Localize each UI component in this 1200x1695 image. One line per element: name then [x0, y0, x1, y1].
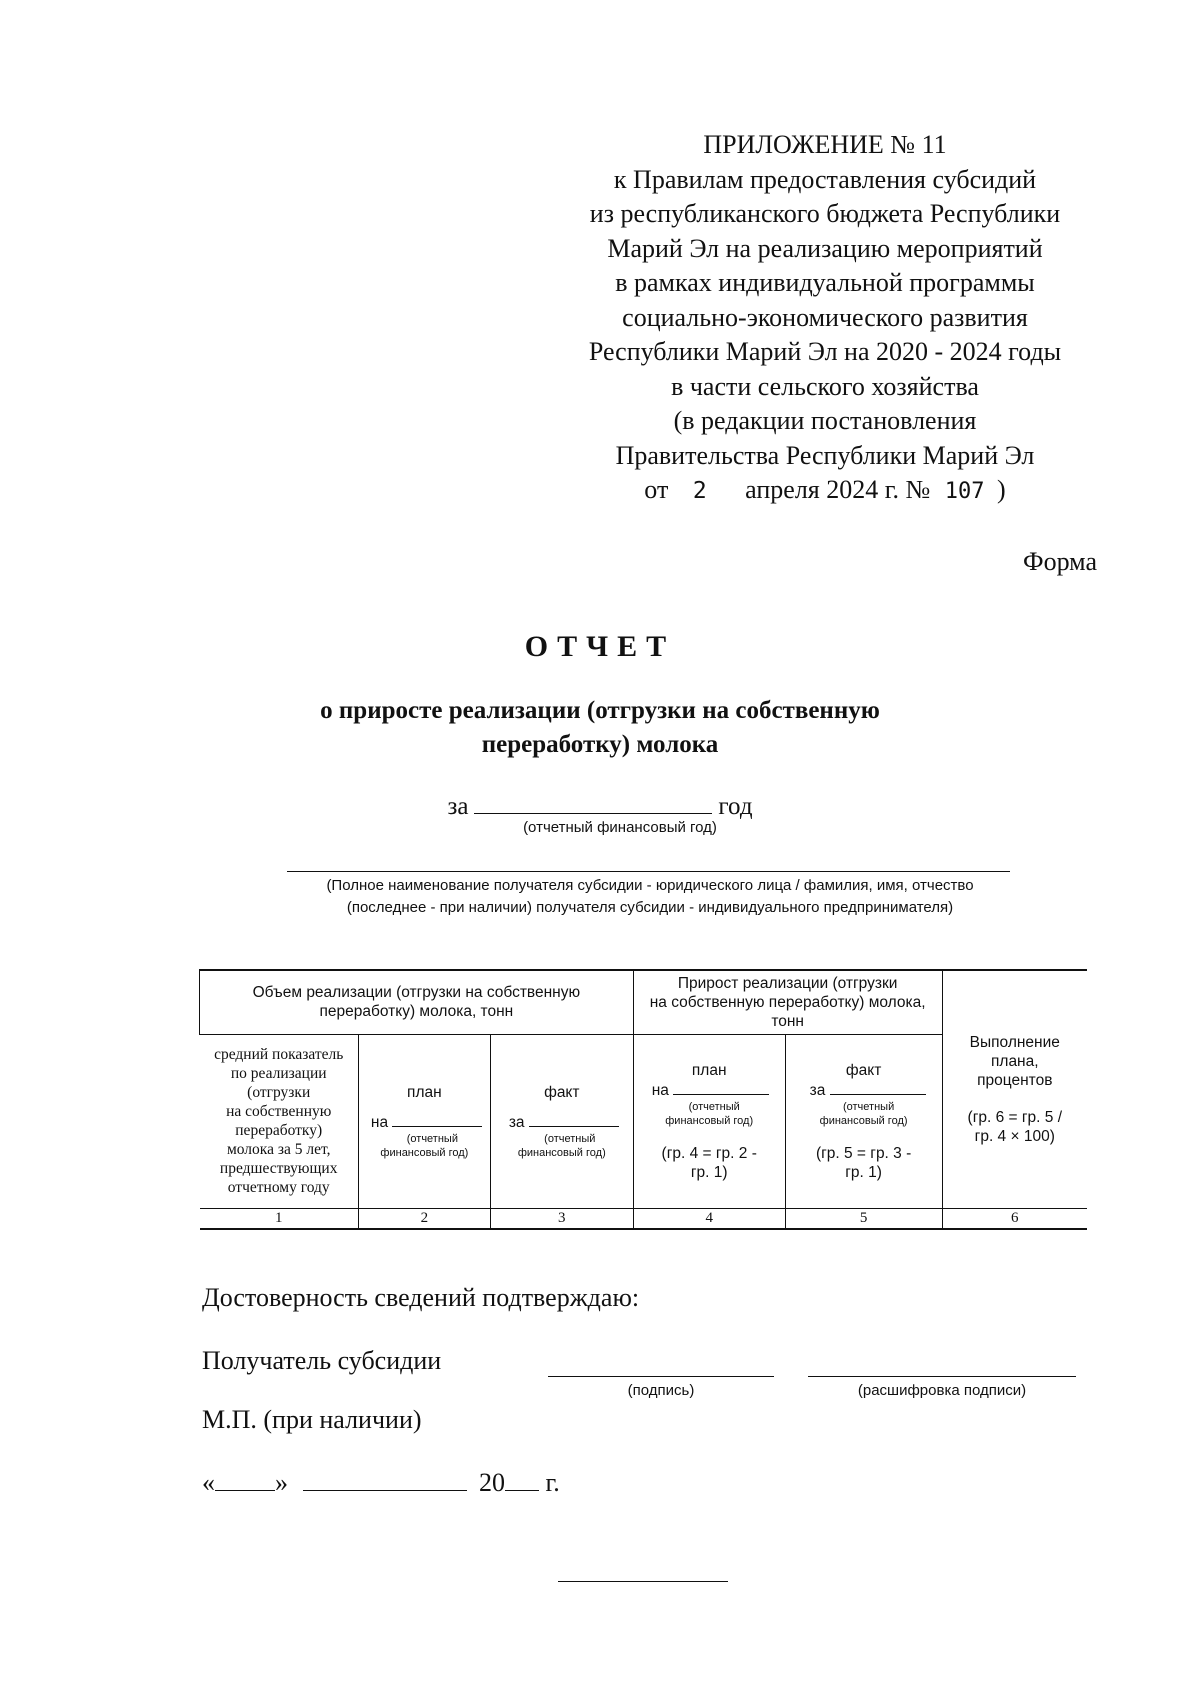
document-subtitle [0, 694, 1200, 762]
annex-line: ПРИЛОЖЕНИЕ № 11 [703, 130, 947, 159]
month-field[interactable] [303, 1466, 467, 1491]
col4-title: план [691, 1061, 727, 1079]
subtitle-line: о приросте реализации (отгрузки на собственную [320, 697, 880, 724]
col4-year-field[interactable] [673, 1080, 769, 1095]
signature-decode-field[interactable] [808, 1376, 1076, 1377]
col4-prefix: на [651, 1081, 669, 1099]
col6-formula: (гр. 6 = гр. 5 / [967, 1108, 1062, 1126]
col5-caption: финансовый год) [819, 1114, 908, 1127]
report-table [199, 969, 1087, 1230]
col-number: 5 [785, 1208, 942, 1229]
signature-decode-caption: (расшифровка подписи) [857, 1382, 1027, 1399]
col5-caption: (отчетный [842, 1100, 895, 1113]
col4-formula: (гр. 4 = гр. 2 - [661, 1144, 757, 1162]
col3-title: факт [544, 1083, 580, 1101]
col1-line: отчетному году [227, 1179, 330, 1196]
date-line [202, 1466, 560, 1498]
period-prefix: за [447, 793, 469, 820]
signature-field[interactable] [548, 1376, 774, 1377]
header-col1 [200, 1034, 359, 1208]
col2-prefix: на [370, 1113, 389, 1131]
col5-title: факт [845, 1061, 882, 1079]
date-open-quote: « [202, 1468, 215, 1497]
col-number: 3 [490, 1208, 633, 1229]
col5-formula: гр. 1) [845, 1163, 882, 1181]
col1-line: (отгрузки [247, 1084, 311, 1101]
date-close-quote: » [275, 1468, 288, 1497]
header-growth-line: Прирост реализации (отгрузки [677, 974, 898, 992]
col-number: 2 [358, 1208, 490, 1229]
col5-field-row [788, 1080, 940, 1100]
period-line [0, 789, 1200, 821]
annex-line: в рамках индивидуальной программы [615, 268, 1035, 297]
seal-label: М.П. (при наличии) [202, 1405, 422, 1434]
recipient-caption-line: (последнее - при наличии) получателя субсидии - индивидуального предпринимателя) [346, 899, 954, 916]
recipient-name-field[interactable] [287, 871, 1010, 872]
recipient-label: Получатель субсидии [202, 1346, 442, 1375]
col1-line: переработку) [235, 1122, 323, 1139]
date-day: 2 [692, 478, 707, 504]
col6-formula: гр. 4 × 100) [974, 1127, 1055, 1145]
annex-line: Марий Эл на реализацию мероприятий [607, 233, 1043, 263]
date-close: ) [997, 475, 1006, 504]
signature-caption: (подпись) [627, 1382, 695, 1399]
col2-caption: (отчетный [406, 1132, 458, 1145]
col2-caption: финансовый год) [380, 1146, 469, 1159]
period-field[interactable] [474, 789, 712, 814]
col4-caption: (отчетный [688, 1100, 740, 1113]
year-suffix: г. [545, 1468, 560, 1497]
annex-line: социально-экономического развития [622, 302, 1028, 332]
date-number: 107 [944, 479, 985, 504]
col5-formula: (гр. 5 = гр. 3 - [815, 1144, 912, 1162]
header-col4 [633, 1034, 785, 1208]
day-field[interactable] [215, 1466, 275, 1491]
col1-line: по реализации [230, 1065, 327, 1082]
date-prefix: от [644, 475, 669, 504]
header-volume-line: Объем реализации (отгрузки на собственную [252, 984, 581, 1002]
header-growth [633, 970, 942, 1034]
col2-title: план [407, 1083, 442, 1101]
recipient-caption-line: (Полное наименование получателя субсидии - юридического лица / фамилия, имя, отчество [326, 877, 974, 894]
form-label: Форма [1023, 547, 1097, 576]
footer-divider [558, 1581, 728, 1582]
header-volume [200, 970, 634, 1034]
col6-line: процентов [977, 1071, 1053, 1089]
header-volume-line: переработку) молока, тонн [319, 1003, 514, 1021]
header-col3 [490, 1034, 633, 1208]
col3-caption: финансовый год) [517, 1146, 606, 1159]
subtitle-line: переработку) молока [481, 731, 719, 758]
col1-line: молока за 5 лет, [226, 1141, 331, 1158]
header-col2 [358, 1034, 490, 1208]
col2-field-row [361, 1112, 488, 1132]
header-col5 [785, 1034, 942, 1208]
col5-prefix: за [809, 1081, 826, 1099]
confirm-text: Достоверность сведений подтверждаю: [202, 1283, 640, 1312]
col-number: 6 [942, 1208, 1087, 1229]
recipient-caption [260, 875, 1040, 919]
col4-formula: гр. 1) [690, 1163, 728, 1181]
col3-prefix: за [508, 1113, 525, 1131]
header-col6 [942, 970, 1087, 1208]
annex-date-line [560, 473, 1090, 510]
period-caption: (отчетный финансовый год) [523, 819, 717, 836]
header-growth-line: на собственную переработку) молока, [649, 993, 926, 1011]
col2-year-field[interactable] [392, 1112, 482, 1127]
col6-line: плана, [991, 1052, 1039, 1070]
col6-line: Выполнение [969, 1033, 1060, 1051]
col1-line: предшествующих [219, 1160, 338, 1177]
col4-field-row [636, 1080, 783, 1100]
annex-line: в части сельского хозяйства [671, 371, 979, 401]
col1-line: средний показатель [214, 1046, 344, 1063]
annex-line: (в редакции постановления [673, 406, 977, 435]
col1-line: на собственную [226, 1103, 332, 1120]
annex-line: к Правилам предоставления субсидий [613, 164, 1037, 194]
annex-line: Республики Марий Эл на 2020 - 2024 годы [588, 337, 1062, 366]
date-rest: апреля 2024 г. № [745, 475, 931, 504]
col-number: 1 [200, 1208, 359, 1229]
col3-field-row [493, 1112, 631, 1132]
period-suffix: год [718, 793, 753, 820]
annex-line: из республиканского бюджета Республики [589, 199, 1061, 228]
col3-year-field[interactable] [529, 1112, 619, 1127]
col3-caption: (отчетный [544, 1132, 596, 1145]
col4-caption: финансовый год) [665, 1114, 754, 1127]
annex-header [560, 128, 1090, 510]
year-prefix: 20 [479, 1468, 505, 1497]
header-growth-line: тонн [771, 1012, 804, 1030]
year-field[interactable] [505, 1466, 539, 1491]
annex-line: Правительства Республики Марий Эл [615, 440, 1035, 470]
document-title: ОТЧЕТ [524, 630, 676, 663]
col-number: 4 [633, 1208, 785, 1229]
col5-year-field[interactable] [830, 1080, 926, 1095]
